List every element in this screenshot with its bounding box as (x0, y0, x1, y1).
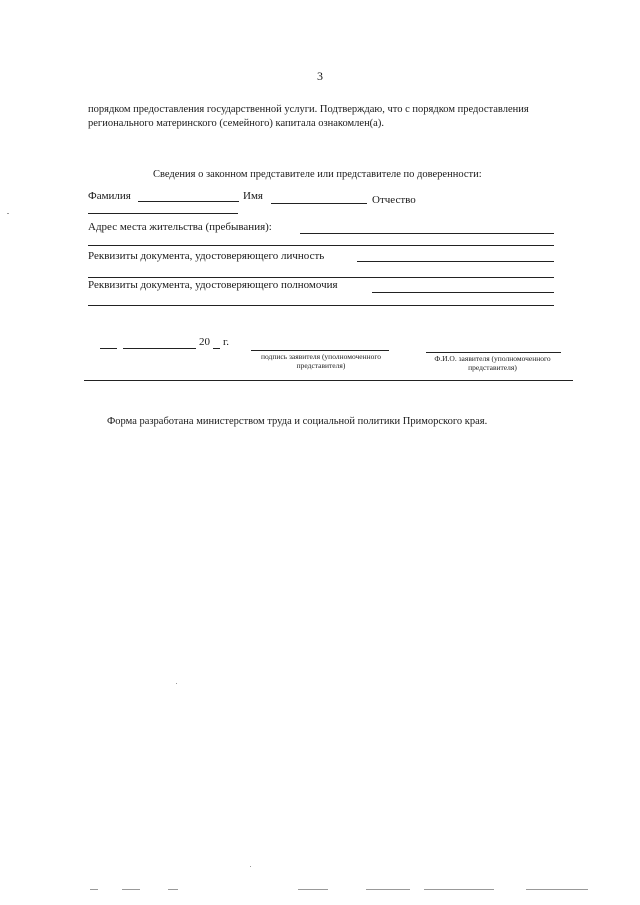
patronymic-field[interactable] (88, 213, 238, 214)
fio-caption-line-1: Ф.И.О. заявителя (уполномоченного (434, 354, 551, 363)
address-field[interactable] (300, 233, 554, 234)
authority-doc-field[interactable] (372, 292, 554, 293)
fio-caption (405, 354, 580, 372)
scan-speck (298, 889, 328, 890)
date-year-prefix: 20 (199, 336, 210, 348)
name-label: Имя (243, 190, 263, 202)
signature-caption (226, 352, 416, 370)
scan-speck (424, 889, 494, 890)
scan-speck (526, 889, 588, 890)
scan-speck (250, 866, 251, 867)
authority-doc-label: Реквизиты документа, удостоверяющего полномочия (88, 279, 338, 291)
signature-field[interactable] (251, 350, 389, 351)
separator-line (84, 380, 573, 381)
fio-field[interactable] (426, 352, 561, 353)
scan-speck (168, 889, 178, 890)
address-field-line-2[interactable] (88, 245, 554, 246)
paragraph-line-2: регионального материнского (семейного) капитала ознакомлен(а). (88, 118, 384, 129)
signature-caption-line-2: представителя) (296, 361, 346, 370)
scan-speck (7, 213, 9, 214)
scan-speck (90, 889, 98, 890)
identity-doc-field-line-2[interactable] (88, 277, 554, 278)
scan-speck (122, 889, 140, 890)
identity-doc-label: Реквизиты документа, удостоверяющего личность (88, 250, 325, 262)
page-number: 3 (317, 69, 323, 83)
date-year-suffix: г. (223, 336, 230, 348)
paragraph-line-1: порядком предоставления государственной услуги. Подтверждаю, что с порядком предоставления (88, 104, 529, 115)
footer-note: Форма разработана министерством труда и социальной политики Приморского края. (107, 416, 488, 427)
address-label: Адрес места жительства (пребывания): (88, 221, 272, 233)
authority-doc-field-line-2[interactable] (88, 305, 554, 306)
name-field[interactable] (271, 203, 367, 204)
scan-speck (366, 889, 410, 890)
date-month-field[interactable] (123, 348, 196, 349)
identity-doc-field[interactable] (357, 261, 554, 262)
representative-heading: Сведения о законном представителе или представителе по доверенности: (153, 169, 482, 180)
fio-caption-line-2: представителя) (468, 363, 517, 372)
scan-speck (176, 683, 177, 684)
surname-label: Фамилия (88, 190, 131, 202)
surname-field[interactable] (138, 201, 239, 202)
date-year-field[interactable] (213, 348, 220, 349)
patronymic-label: Отчество (372, 194, 416, 206)
signature-caption-line-1: подпись заявителя (уполномоченного (260, 352, 382, 361)
date-day-field[interactable] (100, 348, 117, 349)
